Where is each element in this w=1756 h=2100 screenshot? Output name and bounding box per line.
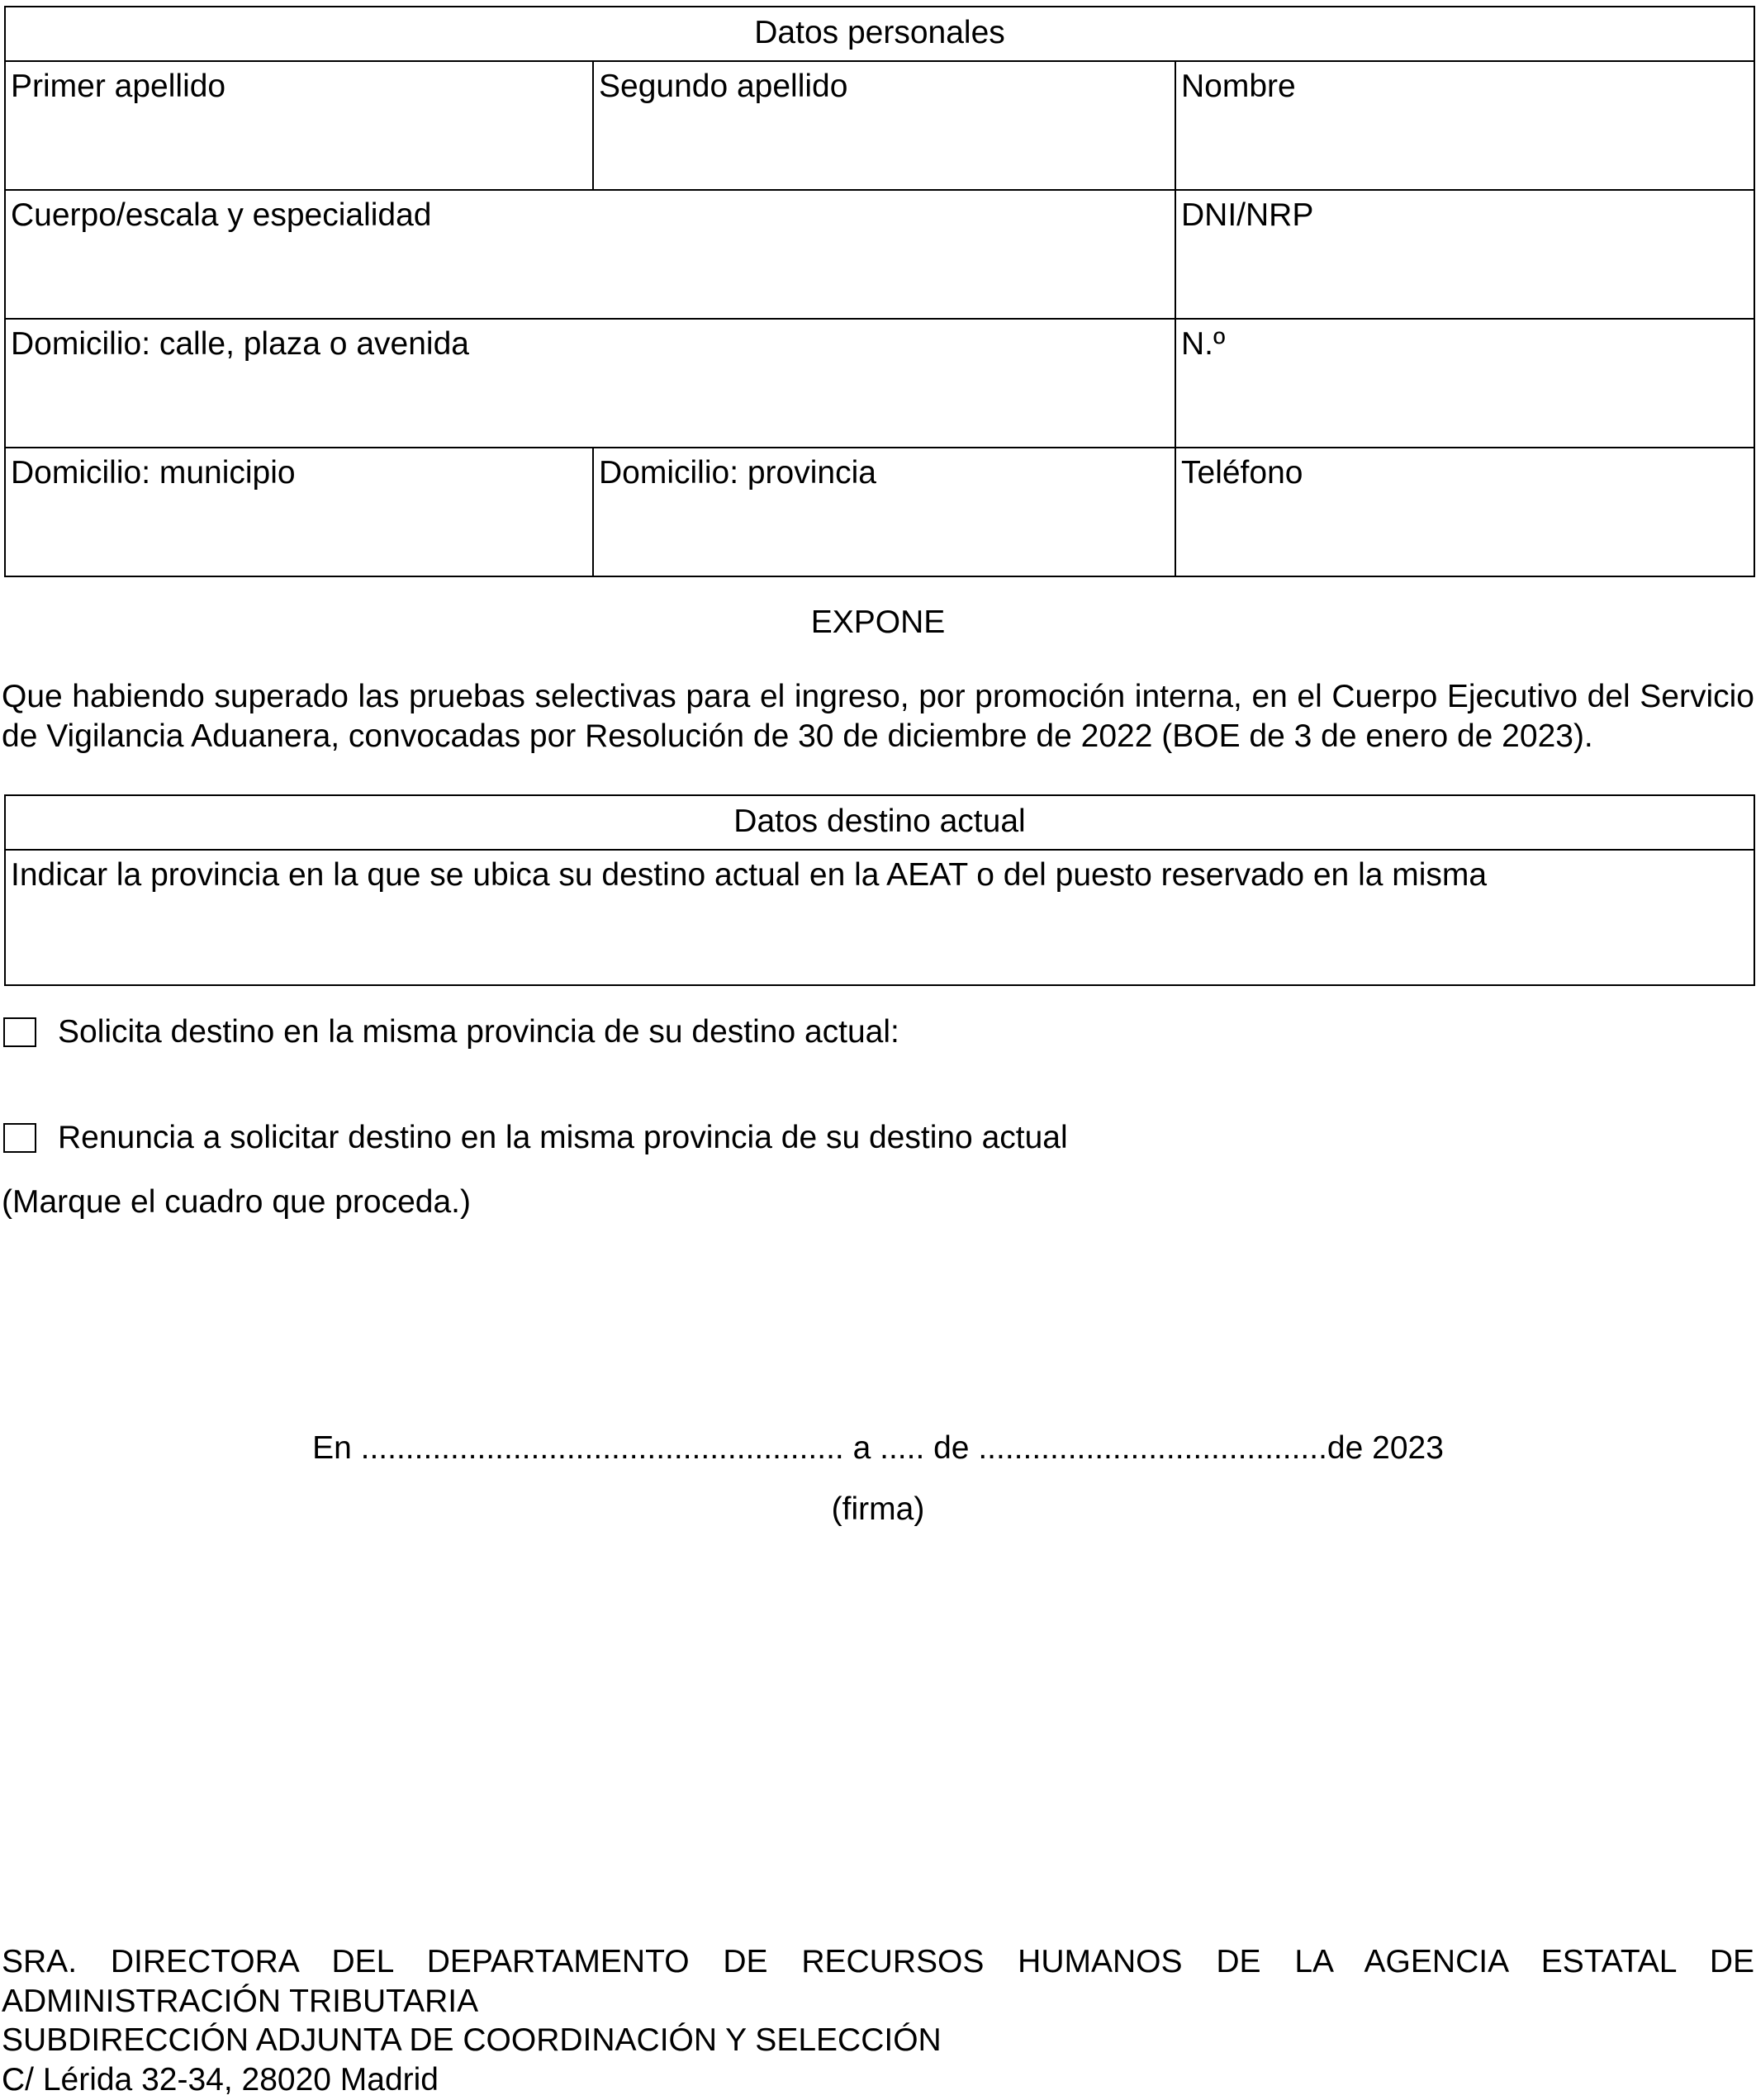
field-numero[interactable] <box>1175 319 1754 448</box>
destino-table <box>4 794 1755 986</box>
destino-title: Datos destino actual <box>5 795 1754 850</box>
telefono-label: Teléfono <box>1181 455 1303 491</box>
place-date-line: En ...................................................... a ..... de .......................................de 2023 <box>312 1430 1444 1466</box>
solicita-label: Solicita destino en la misma provincia de su destino actual: <box>58 1014 899 1050</box>
expone-text: Que habiendo superado las pruebas selectivas para el ingreso, por promoción interna, en el Cuerpo Ejecutivo del Servicio de Vigilancia Aduanera, convocadas por Resolución de 30 de diciembre de 2022 (BOE de 3 de enero de 2023). <box>2 679 1754 754</box>
municipio-label: Domicilio: municipio <box>11 455 296 491</box>
addressee-line-2: SUBDIRECCIÓN ADJUNTA DE COORDINACIÓN Y SELECCIÓN <box>2 2022 942 2058</box>
renuncia-label: Renuncia a solicitar destino en la misma provincia de su destino actual <box>58 1120 1068 1155</box>
dni-nrp-label: DNI/NRP <box>1181 197 1314 233</box>
field-domicilio-calle[interactable] <box>5 319 1175 448</box>
domicilio-calle-label: Domicilio: calle, plaza o avenida <box>11 326 469 362</box>
field-municipio[interactable] <box>5 448 593 576</box>
nombre-label: Nombre <box>1181 69 1296 104</box>
field-segundo-apellido[interactable] <box>593 61 1175 190</box>
field-telefono[interactable] <box>1175 448 1754 576</box>
cuerpo-escala-label: Cuerpo/escala y especialidad <box>11 197 432 233</box>
field-cuerpo-escala[interactable] <box>5 190 1175 319</box>
expone-heading: EXPONE <box>810 604 946 640</box>
personal-data-title: Datos personales <box>5 7 1754 61</box>
segundo-apellido-label: Segundo apellido <box>599 69 848 104</box>
field-dni-nrp[interactable] <box>1175 190 1754 319</box>
field-primer-apellido[interactable] <box>5 61 593 190</box>
provincia-label: Domicilio: provincia <box>599 455 876 491</box>
personal-data-table <box>4 6 1755 577</box>
addressee-line-1: SRA. DIRECTORA DEL DEPARTAMENTO DE RECURSOS HUMANOS DE LA AGENCIA ESTATAL DE ADMINISTRACIÓN TRIBUTARIA <box>2 1944 1754 2019</box>
firma-label: (firma) <box>831 1491 925 1527</box>
primer-apellido-label: Primer apellido <box>11 69 226 104</box>
field-provincia[interactable] <box>593 448 1175 576</box>
addressee-line-3: C/ Lérida 32-34, 28020 Madrid <box>2 2062 439 2098</box>
destino-instruction: Indicar la provincia en la que se ubica su destino actual en la AEAT o del puesto reservado en la misma <box>11 857 1488 893</box>
marque-note: (Marque el cuadro que proceda.) <box>2 1184 471 1220</box>
renuncia-checkbox[interactable] <box>3 1123 36 1153</box>
numero-label: N.º <box>1181 326 1226 362</box>
field-nombre[interactable] <box>1175 61 1754 190</box>
field-destino-provincia[interactable] <box>5 850 1754 985</box>
solicita-checkbox[interactable] <box>3 1017 36 1047</box>
